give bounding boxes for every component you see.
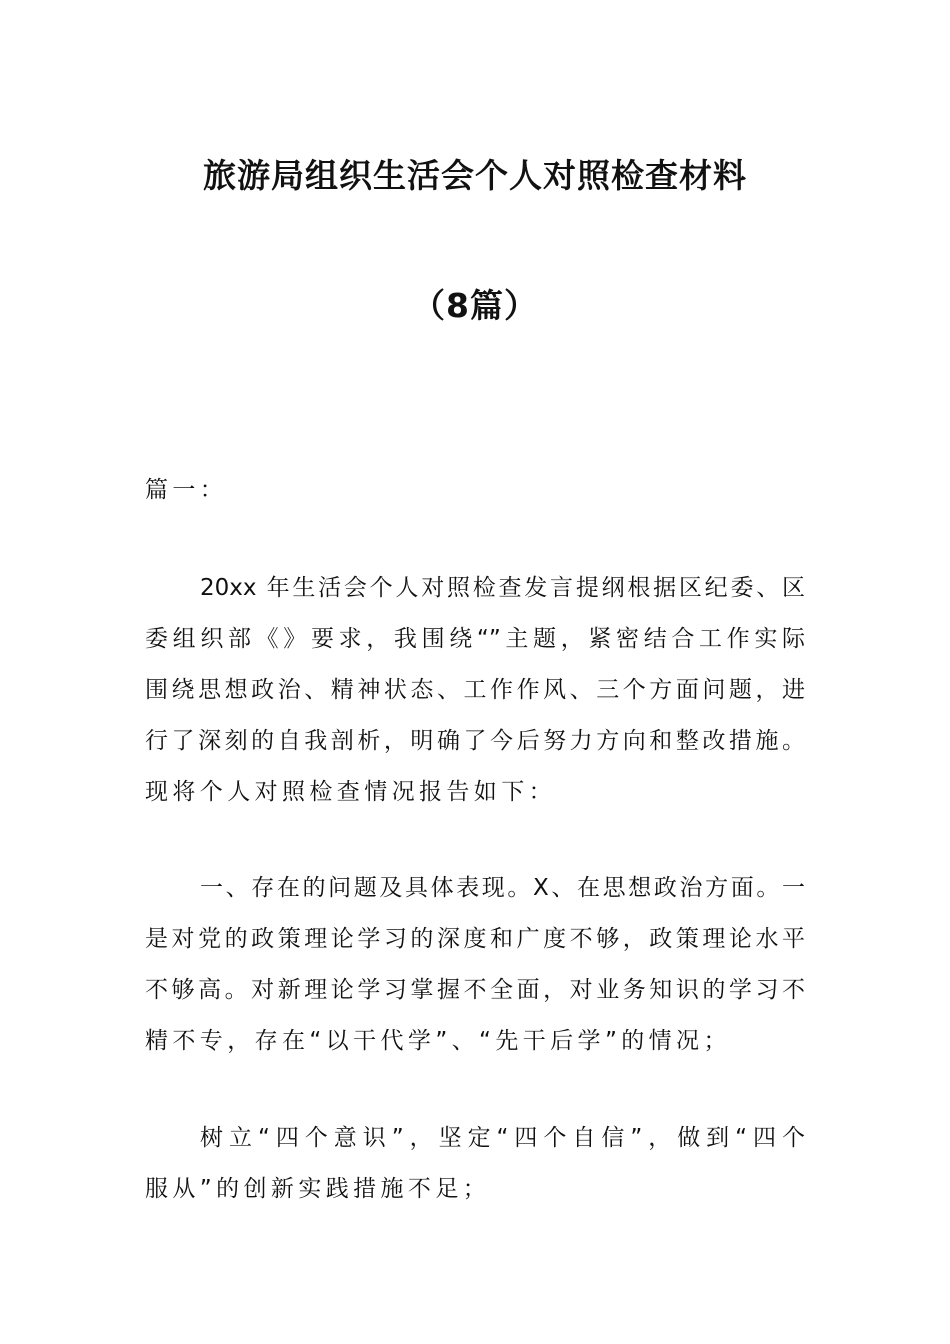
paragraph-line: 是对党的政策理论学习的深度和广度不够，政策理论水平 [145,926,805,952]
paragraph-line: 不够高。对新理论学习掌握不全面，对业务知识的学习不 [145,977,805,1003]
paragraph-line: 行了深刻的自我剖析，明确了今后努力方向和整改措施。 [145,728,805,754]
paragraph-line: 一、存在的问题及具体表现。X、在思想政治方面。一 [200,875,805,901]
section-heading: 篇一： [145,477,228,503]
paragraph-line: 现将个人对照检查情况报告如下： [145,779,556,805]
paragraph-line: 服从”的创新实践措施不足； [145,1176,491,1202]
paragraph-line: 树立“四个意识”，坚定“四个自信”，做到“四个 [200,1125,805,1151]
document-subtitle: （8篇） [412,286,538,325]
document-title: 旅游局组织生活会个人对照检查材料 [203,156,747,195]
paragraph-line: 委组织部《》要求，我围绕“”主题，紧密结合工作实际 [145,626,805,652]
paragraph-line: 围绕思想政治、精神状态、工作作风、三个方面问题，进 [145,677,805,703]
paragraph-line: 20xx 年生活会个人对照检查发言提纲根据区纪委、区 [200,575,805,601]
paragraph-line: 精不专，存在“以干代学”、“先干后学”的情况； [145,1028,731,1054]
